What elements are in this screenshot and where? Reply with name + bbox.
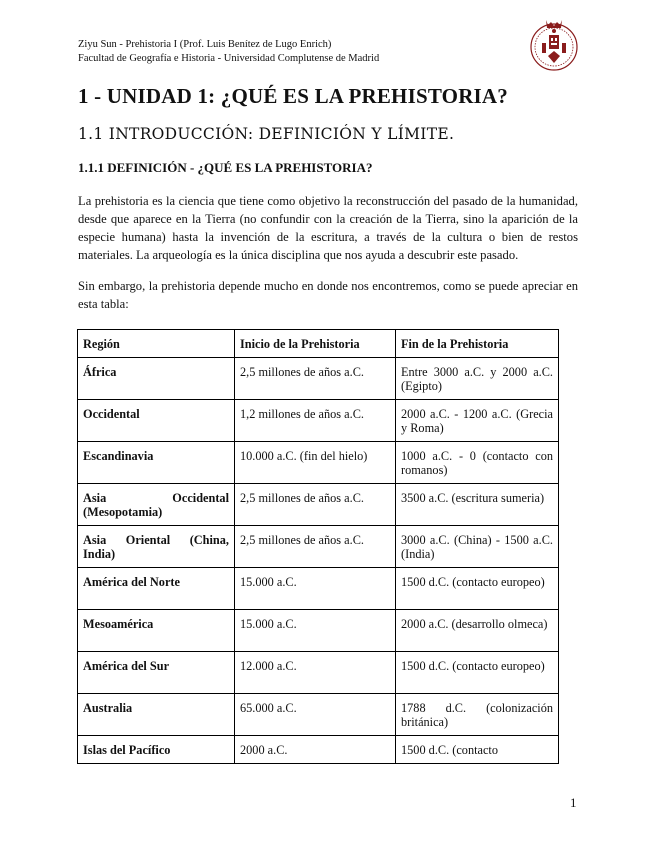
table-row bbox=[78, 484, 559, 526]
prehistory-periods-table bbox=[77, 329, 559, 764]
section-heading: 1.1 INTRODUCCIÓN: DEFINICIÓN Y LÍMITE. bbox=[78, 125, 455, 143]
table-row bbox=[78, 358, 559, 400]
table-header-row bbox=[78, 330, 559, 358]
start-cell: 15.000 a.C. bbox=[235, 568, 396, 610]
table-row bbox=[78, 400, 559, 442]
end-cell: 1500 d.C. (contacto europeo) bbox=[396, 652, 559, 694]
end-cell: 1500 d.C. (contacto europeo) bbox=[396, 568, 559, 610]
region-cell: Asia Oriental (China, India) bbox=[78, 526, 235, 568]
start-cell: 12.000 a.C. bbox=[235, 652, 396, 694]
column-header-region: Región bbox=[78, 330, 235, 358]
region-cell: Mesoamérica bbox=[78, 610, 235, 652]
region-cell: América del Norte bbox=[78, 568, 235, 610]
table-row bbox=[78, 526, 559, 568]
start-cell: 2000 a.C. bbox=[235, 736, 396, 764]
column-header-start: Inicio de la Prehistoria bbox=[235, 330, 396, 358]
end-cell: Entre 3000 a.C. y 2000 a.C. (Egipto) bbox=[396, 358, 559, 400]
page-header bbox=[78, 38, 379, 66]
region-cell: Australia bbox=[78, 694, 235, 736]
start-cell: 65.000 a.C. bbox=[235, 694, 396, 736]
end-cell: 1500 d.C. (contacto bbox=[396, 736, 559, 764]
end-cell: 3500 a.C. (escritura sumeria) bbox=[396, 484, 559, 526]
start-cell: 1,2 millones de años a.C. bbox=[235, 400, 396, 442]
table-row bbox=[78, 694, 559, 736]
university-seal-icon bbox=[529, 17, 579, 75]
table-row bbox=[78, 652, 559, 694]
page-number: 1 bbox=[570, 795, 577, 810]
table-row bbox=[78, 442, 559, 484]
region-cell: Islas del Pacífico bbox=[78, 736, 235, 764]
end-cell: 2000 a.C. (desarrollo olmeca) bbox=[396, 610, 559, 652]
end-cell: 3000 a.C. (China) - 1500 a.C. (India) bbox=[396, 526, 559, 568]
subsection-heading: 1.1.1 DEFINICIÓN - ¿QUÉ ES LA PREHISTORIA? bbox=[78, 160, 373, 175]
header-author-line: Ziyu Sun - Prehistoria I (Prof. Luis Benítez de Lugo Enrich) bbox=[78, 39, 332, 50]
start-cell: 2,5 millones de años a.C. bbox=[235, 526, 396, 568]
table-intro-paragraph: Sin embargo, la prehistoria depende mucho en donde nos encontremos, como se puede apreciar en esta tabla: bbox=[78, 279, 578, 311]
end-cell: 1000 a.C. - 0 (contacto con romanos) bbox=[396, 442, 559, 484]
region-cell: Escandinavia bbox=[78, 442, 235, 484]
header-faculty-line: Facultad de Geografía e Historia - Universidad Complutense de Madrid bbox=[78, 53, 380, 64]
start-cell: 15.000 a.C. bbox=[235, 610, 396, 652]
start-cell: 2,5 millones de años a.C. bbox=[235, 358, 396, 400]
end-cell: 1788 d.C. (colonización británica) bbox=[396, 694, 559, 736]
table-row bbox=[78, 568, 559, 610]
table-row bbox=[78, 736, 559, 764]
start-cell: 2,5 millones de años a.C. bbox=[235, 484, 396, 526]
start-cell: 10.000 a.C. (fin del hielo) bbox=[235, 442, 396, 484]
unit-heading: 1 - UNIDAD 1: ¿QUÉ ES LA PREHISTORIA? bbox=[78, 84, 508, 108]
end-cell: 2000 a.C. - 1200 a.C. (Grecia y Roma) bbox=[396, 400, 559, 442]
region-cell: Occidental bbox=[78, 400, 235, 442]
region-cell: Asia Occidental (Mesopotamia) bbox=[78, 484, 235, 526]
table-row bbox=[78, 610, 559, 652]
column-header-end: Fin de la Prehistoria bbox=[396, 330, 559, 358]
region-cell: América del Sur bbox=[78, 652, 235, 694]
region-cell: África bbox=[78, 358, 235, 400]
definition-paragraph: La prehistoria es la ciencia que tiene como objetivo la reconstrucción del pasado de la humanidad, desde que aparece en la Tierra (no confundir con la creación de la Tierra, sino la aparición de la especie humana) hasta la invención de la escritura, a través de la cultura o bien de restos materiales. La arqueología es la única disciplina que nos ayuda a descubrir este pasado. bbox=[78, 194, 578, 262]
